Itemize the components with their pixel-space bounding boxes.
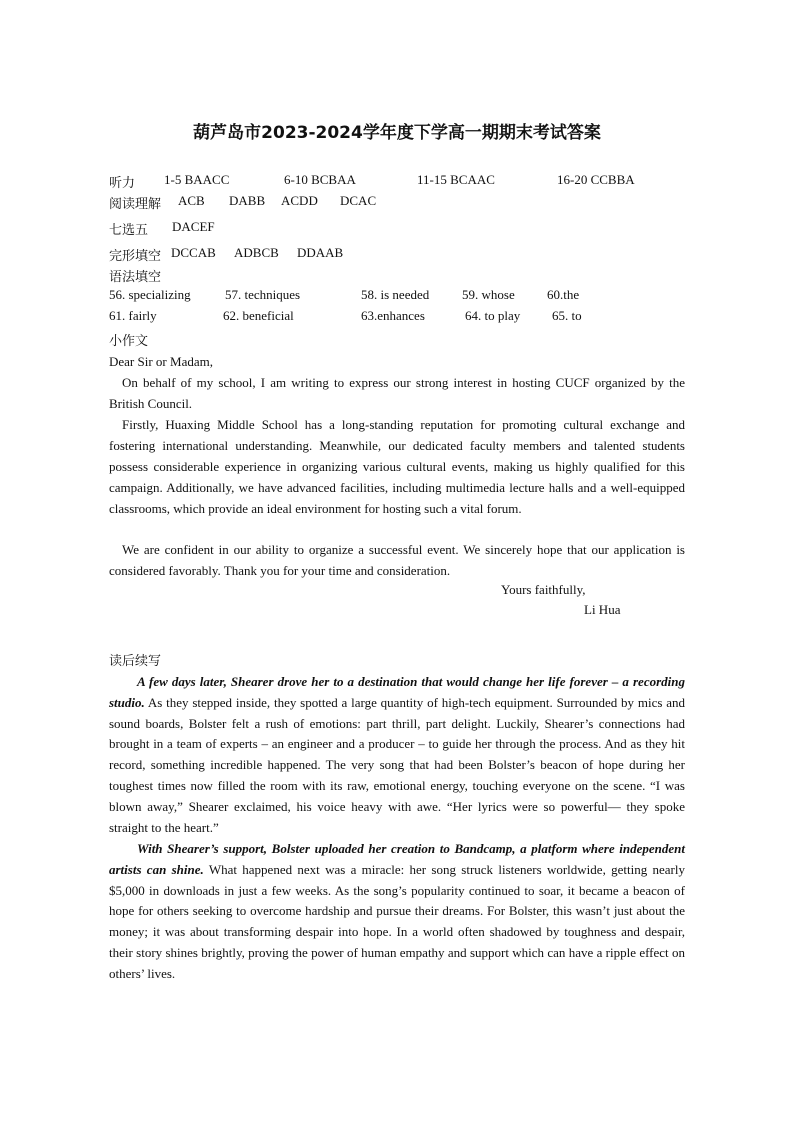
reading-answer-group: DCAC — [340, 193, 377, 208]
cloze-answer-group: ADBCB — [234, 245, 279, 260]
grammar-answer: 59. whose — [462, 287, 515, 302]
letter-salutation: Dear Sir or Madam, — [109, 354, 213, 369]
listening-answer-group: 11-15 BCAAC — [417, 172, 495, 187]
grammar-answer: 60.the — [547, 287, 580, 302]
continuation-paragraph — [109, 839, 685, 985]
letter-label: 小作文 — [109, 334, 149, 349]
seven-five-answer: DACEF — [172, 219, 215, 234]
reading-answer-group: DABB — [229, 193, 266, 208]
grammar-answer: 64. to play — [465, 308, 521, 323]
reading-answer-group: ACB — [178, 193, 205, 208]
listening-answer-group: 16-20 CCBBA — [557, 172, 635, 187]
page-title: 葫芦岛市2023-2024学年度下学高一期期末考试答案 — [193, 123, 601, 143]
continuation-lead-sentence: A few days later, Shearer drove her to a destination that would change her life forever – a recording studio. — [109, 674, 685, 710]
continuation-label: 读后续写 — [109, 654, 162, 669]
grammar-answer: 58. is needed — [361, 287, 430, 302]
grammar-answer: 62. beneficial — [223, 308, 294, 323]
continuation-lead-sentence: With Shearer’s support, Bolster uploaded her creation to Bandcamp, a platform where independent artists can shine. — [109, 841, 685, 877]
reading-label: 阅读理解 — [109, 197, 162, 212]
listening-label: 听力 — [109, 176, 136, 191]
listening-answer-group: 1-5 BAACC — [164, 172, 230, 187]
continuation-body: As they stepped inside, they spotted a large quantity of high-tech equipment. Surrounded by mics and sound boards, Bolster felt a rush of emotions: part thrill, part delight. Luckily, Shearer’s connections had brought in a team of experts – an engineer and a producer – to guide her through the process. And as they hit record, something incredible happened. The very song that had been Bolster’s beacon of hope during her toughest times now filled the room with its raw, emotional energy, touching everyone on the scene. “I was blown away,” Shearer exclaimed, his voice heavy with awe. “Her lyrics were so powerful— they spoke straight to the heart.” — [109, 694, 685, 835]
grammar-answer: 65. to — [552, 308, 582, 323]
grammar-answer: 63.enhances — [361, 308, 425, 323]
listening-answer-group: 6-10 BCBAA — [284, 172, 356, 187]
cloze-label: 完形填空 — [109, 249, 162, 264]
grammar-answer: 61. fairly — [109, 308, 157, 323]
grammar-answer: 56. specializing — [109, 287, 191, 302]
letter-signature: Li Hua — [584, 602, 621, 617]
continuation-body: What happened next was a miracle: her song struck listeners worldwide, getting nearly $5,000 in downloads in just a few weeks. As the song’s popularity continued to soar, it became a beacon of hope for others seeking to overcome hardship and pursue their dreams. For Bolster, this wasn’t just about the money; it was about transforming despair into hope. In a world often shadowed by toughness and despair, their story shines brightly, proving the power of human empathy and support which can have a ripple effect on others’ lives. — [109, 861, 685, 981]
reading-answer-group: ACDD — [281, 193, 318, 208]
seven-five-label: 七选五 — [109, 223, 149, 238]
cloze-answer-group: DDAAB — [297, 245, 344, 260]
continuation-paragraph — [109, 672, 685, 838]
letter-paragraph: On behalf of my school, I am writing to express our strong interest in hosting CUCF organized by the British Council. — [109, 375, 685, 411]
grammar-answer: 57. techniques — [225, 287, 301, 302]
cloze-answer-group: DCCAB — [171, 245, 216, 260]
letter-paragraph: Firstly, Huaxing Middle School has a long-standing reputation for promoting cultural exchange and fostering international understanding. Meanwhile, our dedicated faculty members and talented students possess considerable experience in organizing various cultural events, making us highly qualified for this campaign. Additionally, we have advanced facilities, including multimedia lecture halls and a well-equipped classrooms, which provide an ideal environment for hosting such a vital forum. — [109, 417, 685, 516]
letter-closing: Yours faithfully, — [501, 582, 586, 597]
grammar-label: 语法填空 — [109, 270, 162, 285]
letter-paragraph: We are confident in our ability to organize a successful event. We sincerely hope that our application is considered favorably. Thank you for your time and consideration. — [109, 542, 685, 578]
